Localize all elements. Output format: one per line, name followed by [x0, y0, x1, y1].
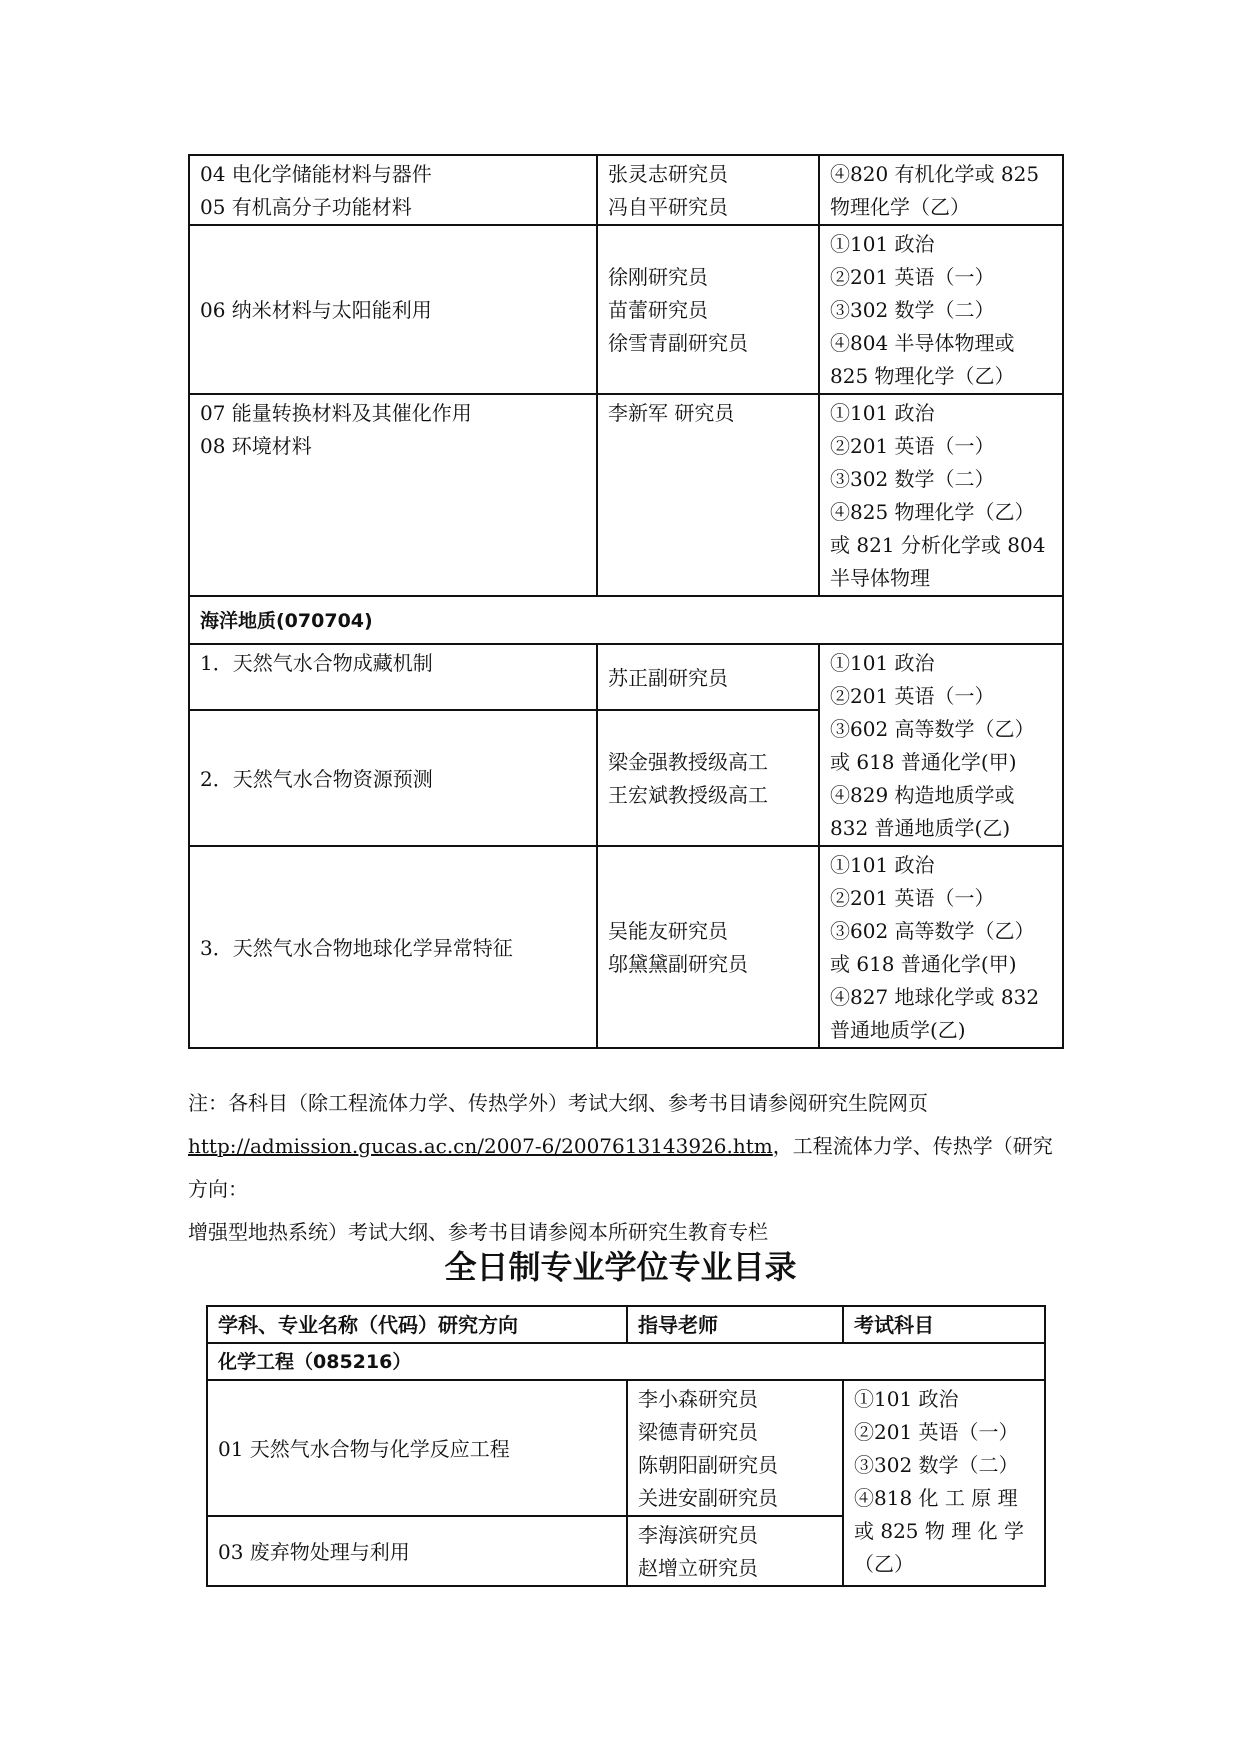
note-paragraph: [188, 1082, 1068, 1254]
direction-cell: 07 能量转换材料及其催化作用 08 环境材料: [189, 394, 597, 596]
exam-cell: ①101 政治 ②201 英语（一） ③302 数学（二） ④825 物理化学（乙） 或 821 分析化学或 804 半导体物理: [819, 394, 1063, 596]
note-text: ，工程流体力学、传热学（研究方向：: [188, 1134, 1053, 1201]
note-link[interactable]: http://admission.gucas.ac.cn/2007-6/2007613143926.htm: [188, 1134, 773, 1158]
table-row: [189, 155, 1063, 225]
section-title: 化学工程（085216）: [207, 1343, 1045, 1380]
note-text: 增强型地热系统）考试大纲、参考书目请参阅本所研究生教育专栏: [188, 1220, 768, 1244]
advisor-cell: 吴能友研究员 邬黛黛副研究员: [597, 846, 819, 1048]
advisor-cell: 李新军 研究员: [597, 394, 819, 596]
catalog-table-2: [206, 1305, 1046, 1587]
catalog-table-1: [188, 154, 1064, 1049]
direction-cell: 1．天然气水合物成藏机制: [189, 644, 597, 710]
direction-cell: 01 天然气水合物与化学反应工程: [207, 1380, 627, 1516]
note-text: 注：各科目（除工程流体力学、传热学外）考试大纲、参考书目请参阅研究生院网页: [188, 1091, 928, 1115]
advisor-cell: 李小森研究员 梁德青研究员 陈朝阳副研究员 关进安副研究员: [627, 1380, 843, 1516]
section-title: 海洋地质(070704): [189, 596, 1063, 644]
direction-cell: 03 废弃物处理与利用: [207, 1516, 627, 1586]
advisor-cell: 梁金强教授级高工 王宏斌教授级高工: [597, 710, 819, 846]
direction-cell: 3．天然气水合物地球化学异常特征: [189, 846, 597, 1048]
column-header: 学科、专业名称（代码）研究方向: [207, 1306, 627, 1343]
exam-cell: ①101 政治 ②201 英语（一） ③302 数学（二） ④818 化 工 原 理 或 825 物 理 化 学 （乙）: [843, 1380, 1045, 1586]
column-header: 考试科目: [843, 1306, 1045, 1343]
section-row: [189, 596, 1063, 644]
advisor-cell: 苏正副研究员: [597, 644, 819, 710]
header-row: [207, 1306, 1045, 1343]
advisor-cell: 徐刚研究员 苗蕾研究员 徐雪青副研究员: [597, 225, 819, 394]
advisor-cell: 张灵志研究员 冯自平研究员: [597, 155, 819, 225]
direction-cell: 04 电化学储能材料与器件 05 有机高分子功能材料: [189, 155, 597, 225]
table-row: [207, 1380, 1045, 1516]
table-row: [189, 394, 1063, 596]
table-row: [189, 644, 1063, 710]
exam-cell: ④820 有机化学或 825 物理化学（乙）: [819, 155, 1063, 225]
advisor-cell: 李海滨研究员 赵增立研究员: [627, 1516, 843, 1586]
table-row: [189, 846, 1063, 1048]
table-row: [189, 225, 1063, 394]
section-heading: 全日制专业学位专业目录: [444, 1248, 797, 1286]
section-row: [207, 1343, 1045, 1380]
exam-cell: ①101 政治 ②201 英语（一） ③602 高等数学（乙） 或 618 普通化学(甲) ④829 构造地质学或 832 普通地质学(乙): [819, 644, 1063, 846]
direction-cell: 06 纳米材料与太阳能利用: [189, 225, 597, 394]
column-header: 指导老师: [627, 1306, 843, 1343]
exam-cell: ①101 政治 ②201 英语（一） ③602 高等数学（乙） 或 618 普通化学(甲) ④827 地球化学或 832 普通地质学(乙): [819, 846, 1063, 1048]
exam-cell: ①101 政治 ②201 英语（一） ③302 数学（二） ④804 半导体物理或 825 物理化学（乙）: [819, 225, 1063, 394]
direction-cell: 2．天然气水合物资源预测: [189, 710, 597, 846]
